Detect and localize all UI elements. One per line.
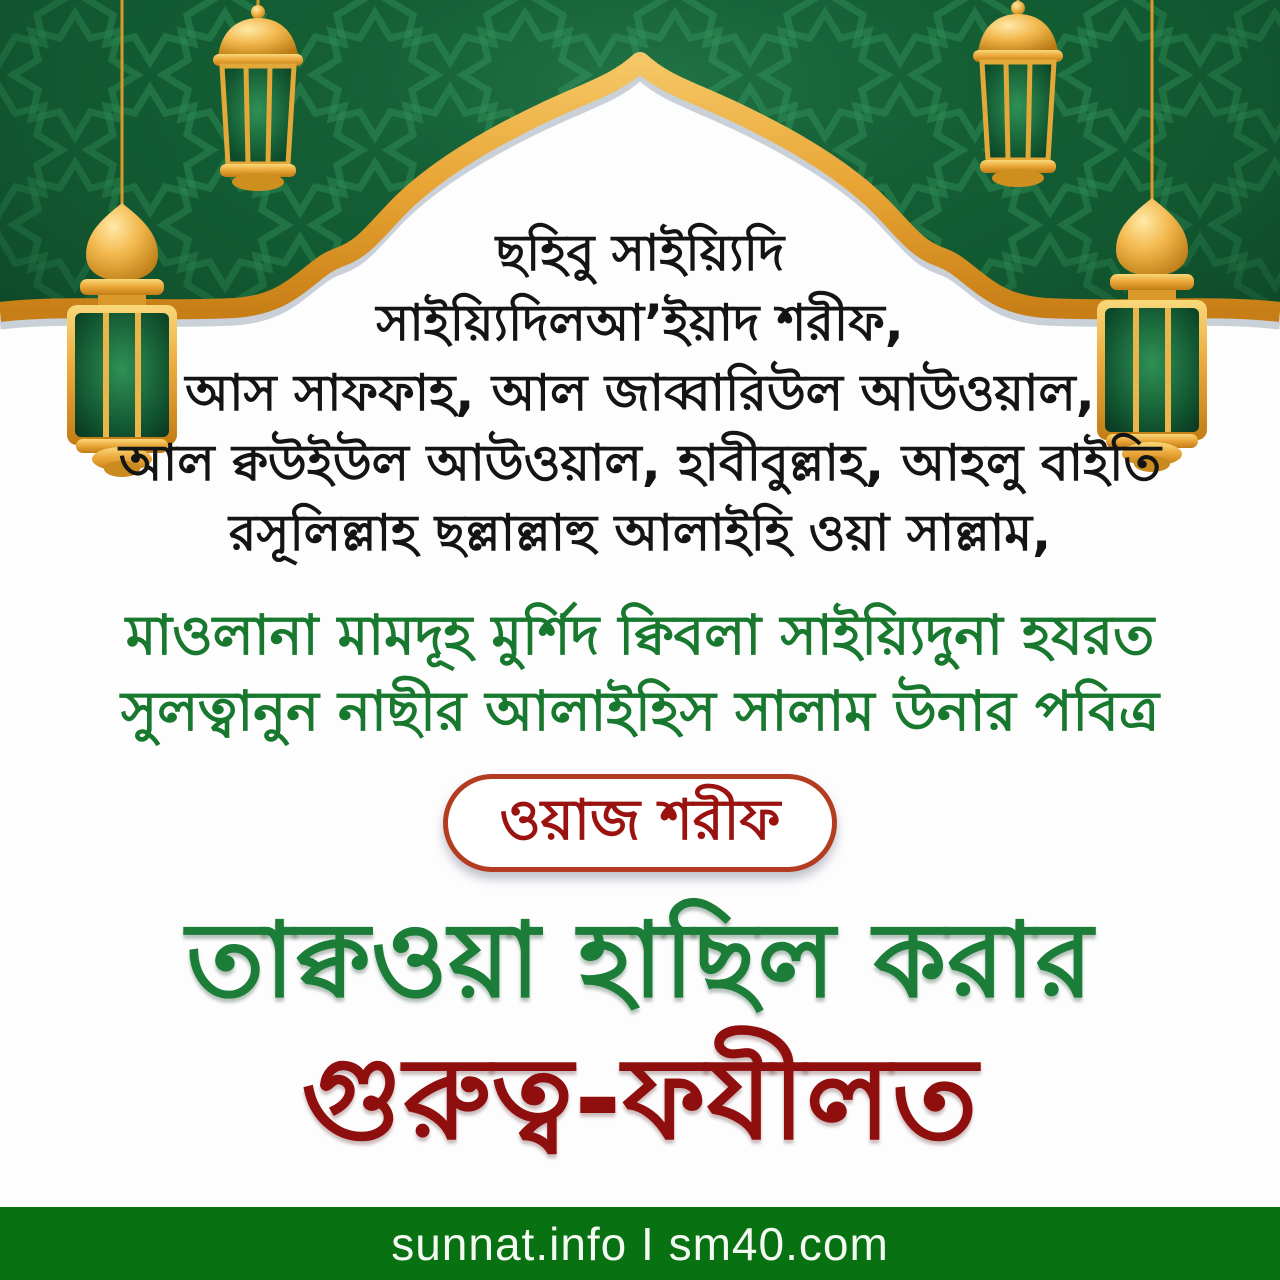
footer-bar: [0, 1207, 1280, 1280]
salutation-line-2: সাইয়্যিদিলআ’ইয়াদ শরীফ,: [376, 294, 904, 352]
salutation-line-5: রসূলিল্লাহ ছল্লাল্লাহু আলাইহি ওয়া সাল্লাম,: [228, 504, 1052, 562]
salutation-line-4: আল ক্বউইউল আউওয়াল, হাবীবুল্লাহ, আহলু বাইতি: [119, 434, 1161, 492]
headline-green: তাক্বওয়া হাছিল করার: [186, 899, 1094, 1021]
badge-wrap: [0, 774, 1280, 872]
salutation-line-1: ছহিবু সাইয়্যিদি: [495, 224, 785, 282]
salutation-line-3: আস সাফফাহ, আল জাব্বারিউল আউওয়াল,: [185, 364, 1095, 422]
waz-sharif-badge: ওয়াজ শরীফ: [443, 774, 838, 872]
speaker-line-2: সুলত্বানুন নাছীর আলাইহিস সালাম উনার পবিত্র: [120, 679, 1160, 743]
hanging-string: [1151, 0, 1154, 200]
hanging-string: [121, 0, 124, 205]
footer-websites: sunnat.info I sm40.com: [391, 1217, 889, 1270]
headline-red: গুরুত্ব-ফযীলত: [301, 1032, 979, 1165]
speaker-line-1: মাওলানা মামদূহ মুর্শিদ ক্বিবলা সাইয়্যিদুনা হযরত: [125, 603, 1155, 667]
